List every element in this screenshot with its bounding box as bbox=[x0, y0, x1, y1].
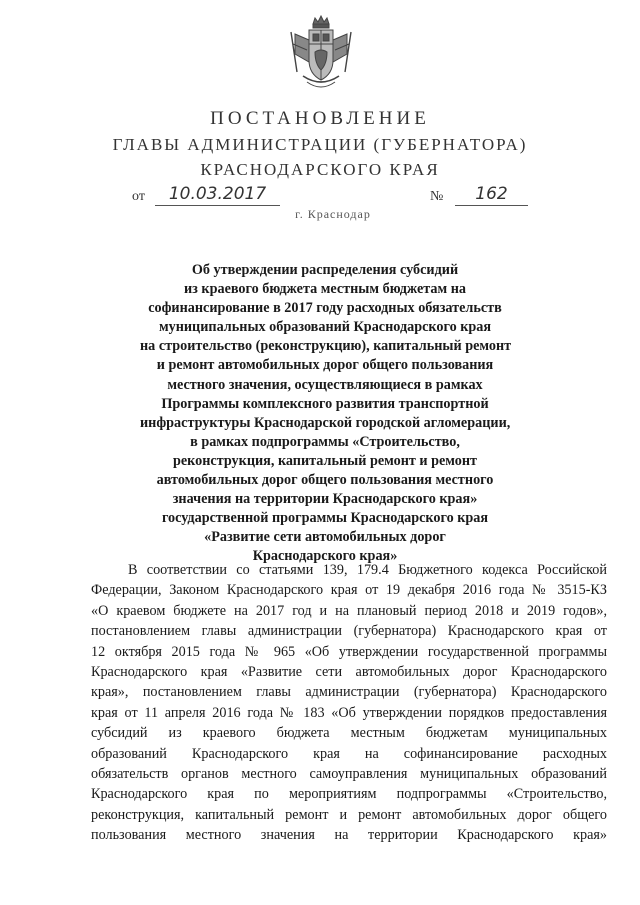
body-line: пользования местного значения на территории Краснодарского края» bbox=[91, 827, 607, 844]
title-line: «Развитие сети автомобильных дорог bbox=[204, 529, 446, 546]
title-line: значения на территории Краснодарского края» bbox=[172, 491, 478, 508]
title-line: на строительство (реконструкцию), капитальный ремонт bbox=[140, 338, 512, 355]
date-label: от bbox=[132, 189, 145, 204]
body-line: постановлением главы администрации (губернатора) Краснодарского края от bbox=[91, 623, 607, 640]
title-line: автомобильных дорог общего пользования местного bbox=[156, 472, 494, 489]
issuer-heading-line-1: ГЛАВЫ АДМИНИСТРАЦИИ (ГУБЕРНАТОРА) bbox=[112, 135, 528, 154]
body-line: 12 октября 2015 года № 965 «Об утверждении государственной программы bbox=[91, 643, 607, 660]
title-line: в рамках подпрограммы «Строительство, bbox=[190, 433, 460, 450]
body-line: обязательств органов местного самоуправления муниципальных образований bbox=[91, 765, 607, 782]
title-line: местного значения, осуществляющиеся в рамках bbox=[167, 376, 483, 393]
title-line: реконструкция, капитальный ремонт и ремонт bbox=[172, 452, 478, 469]
number-value: 162 bbox=[455, 183, 528, 206]
body-line: «О краевом бюджете на 2017 год и на плановый период 2018 и 2019 годов», bbox=[91, 602, 607, 619]
title-line: муниципальных образований Краснодарского края bbox=[158, 319, 492, 336]
body-line: Федерации, Законом Краснодарского края от 19 декабря 2016 года № 3515-КЗ bbox=[91, 582, 607, 599]
document-title bbox=[140, 261, 510, 567]
number-label: № bbox=[430, 189, 444, 204]
body-line: образований Краснодарского края на софинансирование расходных bbox=[91, 745, 607, 762]
body-line: края от 11 апреля 2016 года № 183 «Об утверждении порядков предоставления bbox=[91, 704, 607, 721]
title-line: софинансирование в 2017 году расходных обязательств bbox=[148, 300, 502, 317]
title-line: инфраструктуры Краснодарской городской агломерации, bbox=[140, 414, 511, 431]
issuer-heading-line-2: КРАСНОДАРСКОГО КРАЯ bbox=[200, 160, 440, 179]
title-line: Об утверждении распределения субсидий bbox=[191, 262, 459, 278]
body-line: реконструкция, капитальный ремонт и ремонт автомобильных дорог общего bbox=[91, 806, 607, 823]
body-paragraph bbox=[91, 560, 607, 845]
document-type-heading: ПОСТАНОВЛЕНИЕ bbox=[210, 108, 430, 129]
body-line: субсидий из краевого бюджета местным бюджетам муниципальных bbox=[91, 725, 607, 742]
date-value: 10.03.2017 bbox=[155, 183, 280, 206]
date-number-row bbox=[0, 183, 640, 209]
title-line: и ремонт автомобильных дорог общего пользования bbox=[156, 357, 494, 374]
body-line: В соответствии со статьями 139, 179.4 Бюджетного кодекса Российской bbox=[128, 562, 607, 578]
title-line: Программы комплексного развития транспортной bbox=[161, 395, 489, 412]
coat-of-arms-icon bbox=[289, 14, 353, 94]
body-line: Краснодарского края «Развитие сети автомобильных дорог Краснодарского bbox=[91, 663, 607, 680]
body-line: Краснодарского края по мероприятиям подпрограммы «Строительство, bbox=[91, 786, 607, 803]
body-line: края», постановлением главы администрации (губернатора) Краснодарского bbox=[91, 684, 607, 701]
city-label: г. Краснодар bbox=[295, 207, 371, 221]
title-line: государственной программы Краснодарского края bbox=[161, 510, 489, 527]
title-line: из краевого бюджета местным бюджетам на bbox=[183, 281, 467, 298]
title-line: Краснодарского края» bbox=[252, 548, 398, 565]
